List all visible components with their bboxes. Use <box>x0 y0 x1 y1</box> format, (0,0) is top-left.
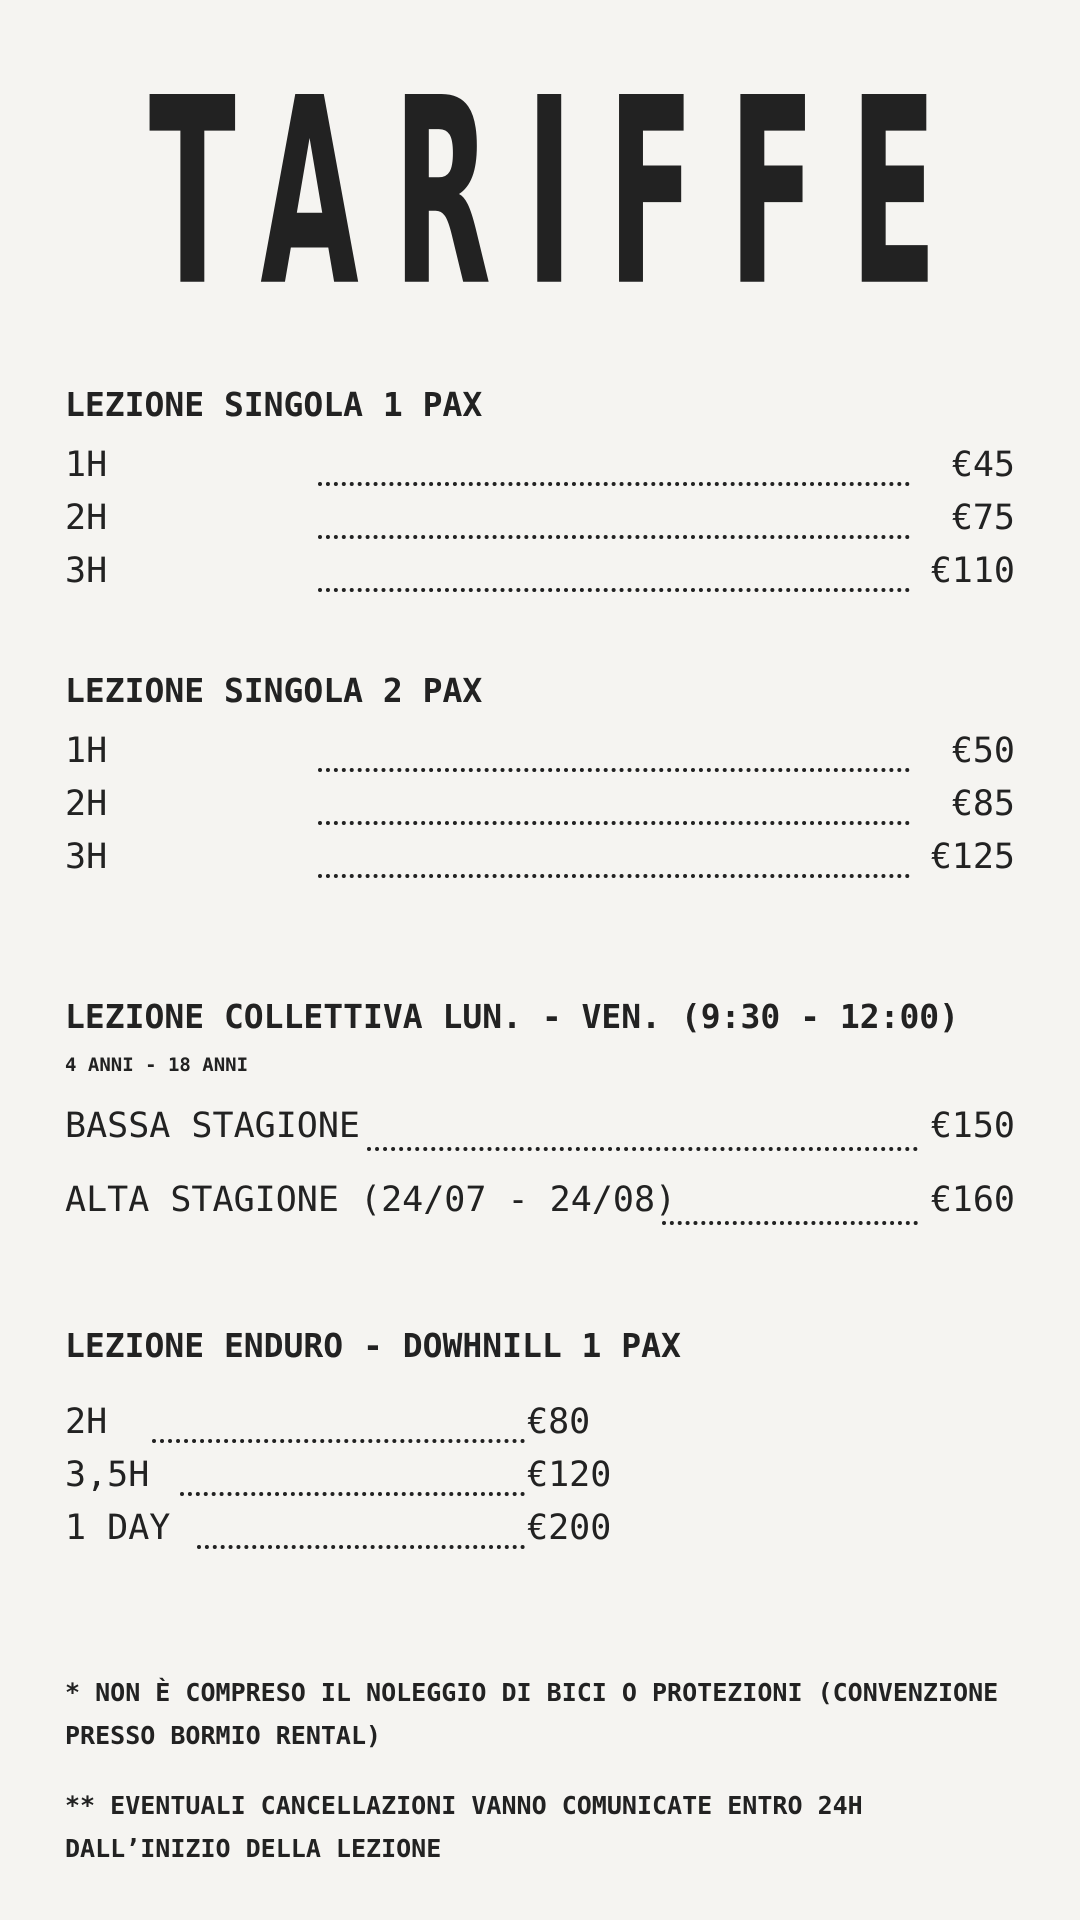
row-price: €160 <box>930 1180 1015 1220</box>
price-row <box>65 492 1015 545</box>
price-row <box>65 1449 612 1502</box>
row-label: 3H <box>65 837 108 877</box>
section-heading: LEZIONE SINGOLA 1 PAX <box>65 385 483 424</box>
dot-leader <box>318 482 910 486</box>
row-label: 2H <box>65 498 108 538</box>
section-heading: LEZIONE ENDURO - DOWHNILL 1 PAX <box>65 1326 681 1365</box>
dot-leader <box>318 821 910 825</box>
section-heading: LEZIONE COLLETTIVA LUN. - VEN. (9:30 - 12:00) <box>65 997 960 1036</box>
row-price: €125 <box>930 837 1015 877</box>
dot-leader <box>318 588 910 592</box>
row-label: 1H <box>65 445 108 485</box>
section-heading: LEZIONE SINGOLA 2 PAX <box>65 671 483 710</box>
price-row <box>65 1089 1015 1163</box>
price-row <box>65 778 1015 831</box>
row-label: 2H <box>65 1402 108 1442</box>
row-price: €150 <box>930 1106 1015 1146</box>
row-label: 1H <box>65 731 108 771</box>
dot-leader <box>197 1545 525 1549</box>
price-row <box>65 725 1015 778</box>
price-row <box>65 439 1015 492</box>
page-title <box>0 43 1080 343</box>
section-enduro-downhill <box>65 1326 1015 1555</box>
row-label: BASSA STAGIONE <box>65 1106 361 1146</box>
dot-leader <box>318 874 910 878</box>
page-title-text: TARIFFE <box>148 43 972 343</box>
footnote-cancellation: ** EVENTUALI CANCELLAZIONI VANNO COMUNICATE ENTRO 24H DALL’INIZIO DELLA LEZIONE <box>65 1791 863 1863</box>
row-label: 3H <box>65 551 108 591</box>
row-label: 3,5H <box>65 1455 150 1495</box>
row-price: €110 <box>930 551 1015 591</box>
section-single-2-pax <box>65 671 1015 884</box>
dot-leader <box>318 768 910 772</box>
price-row <box>65 545 1015 598</box>
dot-leader <box>152 1439 525 1443</box>
dot-leader <box>662 1221 918 1225</box>
price-row <box>65 1163 1015 1237</box>
row-label: ALTA STAGIONE (24/07 - 24/08) <box>65 1180 677 1220</box>
row-label: 2H <box>65 784 108 824</box>
price-row <box>65 1502 612 1555</box>
dot-leader <box>180 1492 525 1496</box>
row-price: €80 <box>527 1402 591 1442</box>
footnote-rental: * NON È COMPRESO IL NOLEGGIO DI BICI O PROTEZIONI (CONVENZIONE PRESSO BORMIO RENTAL) <box>65 1678 999 1750</box>
row-label: 1 DAY <box>65 1508 171 1548</box>
row-price: €200 <box>527 1508 612 1548</box>
row-price: €50 <box>951 731 1015 771</box>
dot-leader <box>367 1147 918 1151</box>
section-single-1-pax <box>65 385 1015 598</box>
row-price: €45 <box>951 445 1015 485</box>
dot-leader <box>318 535 910 539</box>
row-price: €75 <box>951 498 1015 538</box>
section-group-lessons <box>65 997 1015 1237</box>
price-row <box>65 831 1015 884</box>
row-price: €120 <box>527 1455 612 1495</box>
section-subheading: 4 ANNI - 18 ANNI <box>65 1054 249 1076</box>
row-price: €85 <box>951 784 1015 824</box>
price-row <box>65 1396 605 1449</box>
